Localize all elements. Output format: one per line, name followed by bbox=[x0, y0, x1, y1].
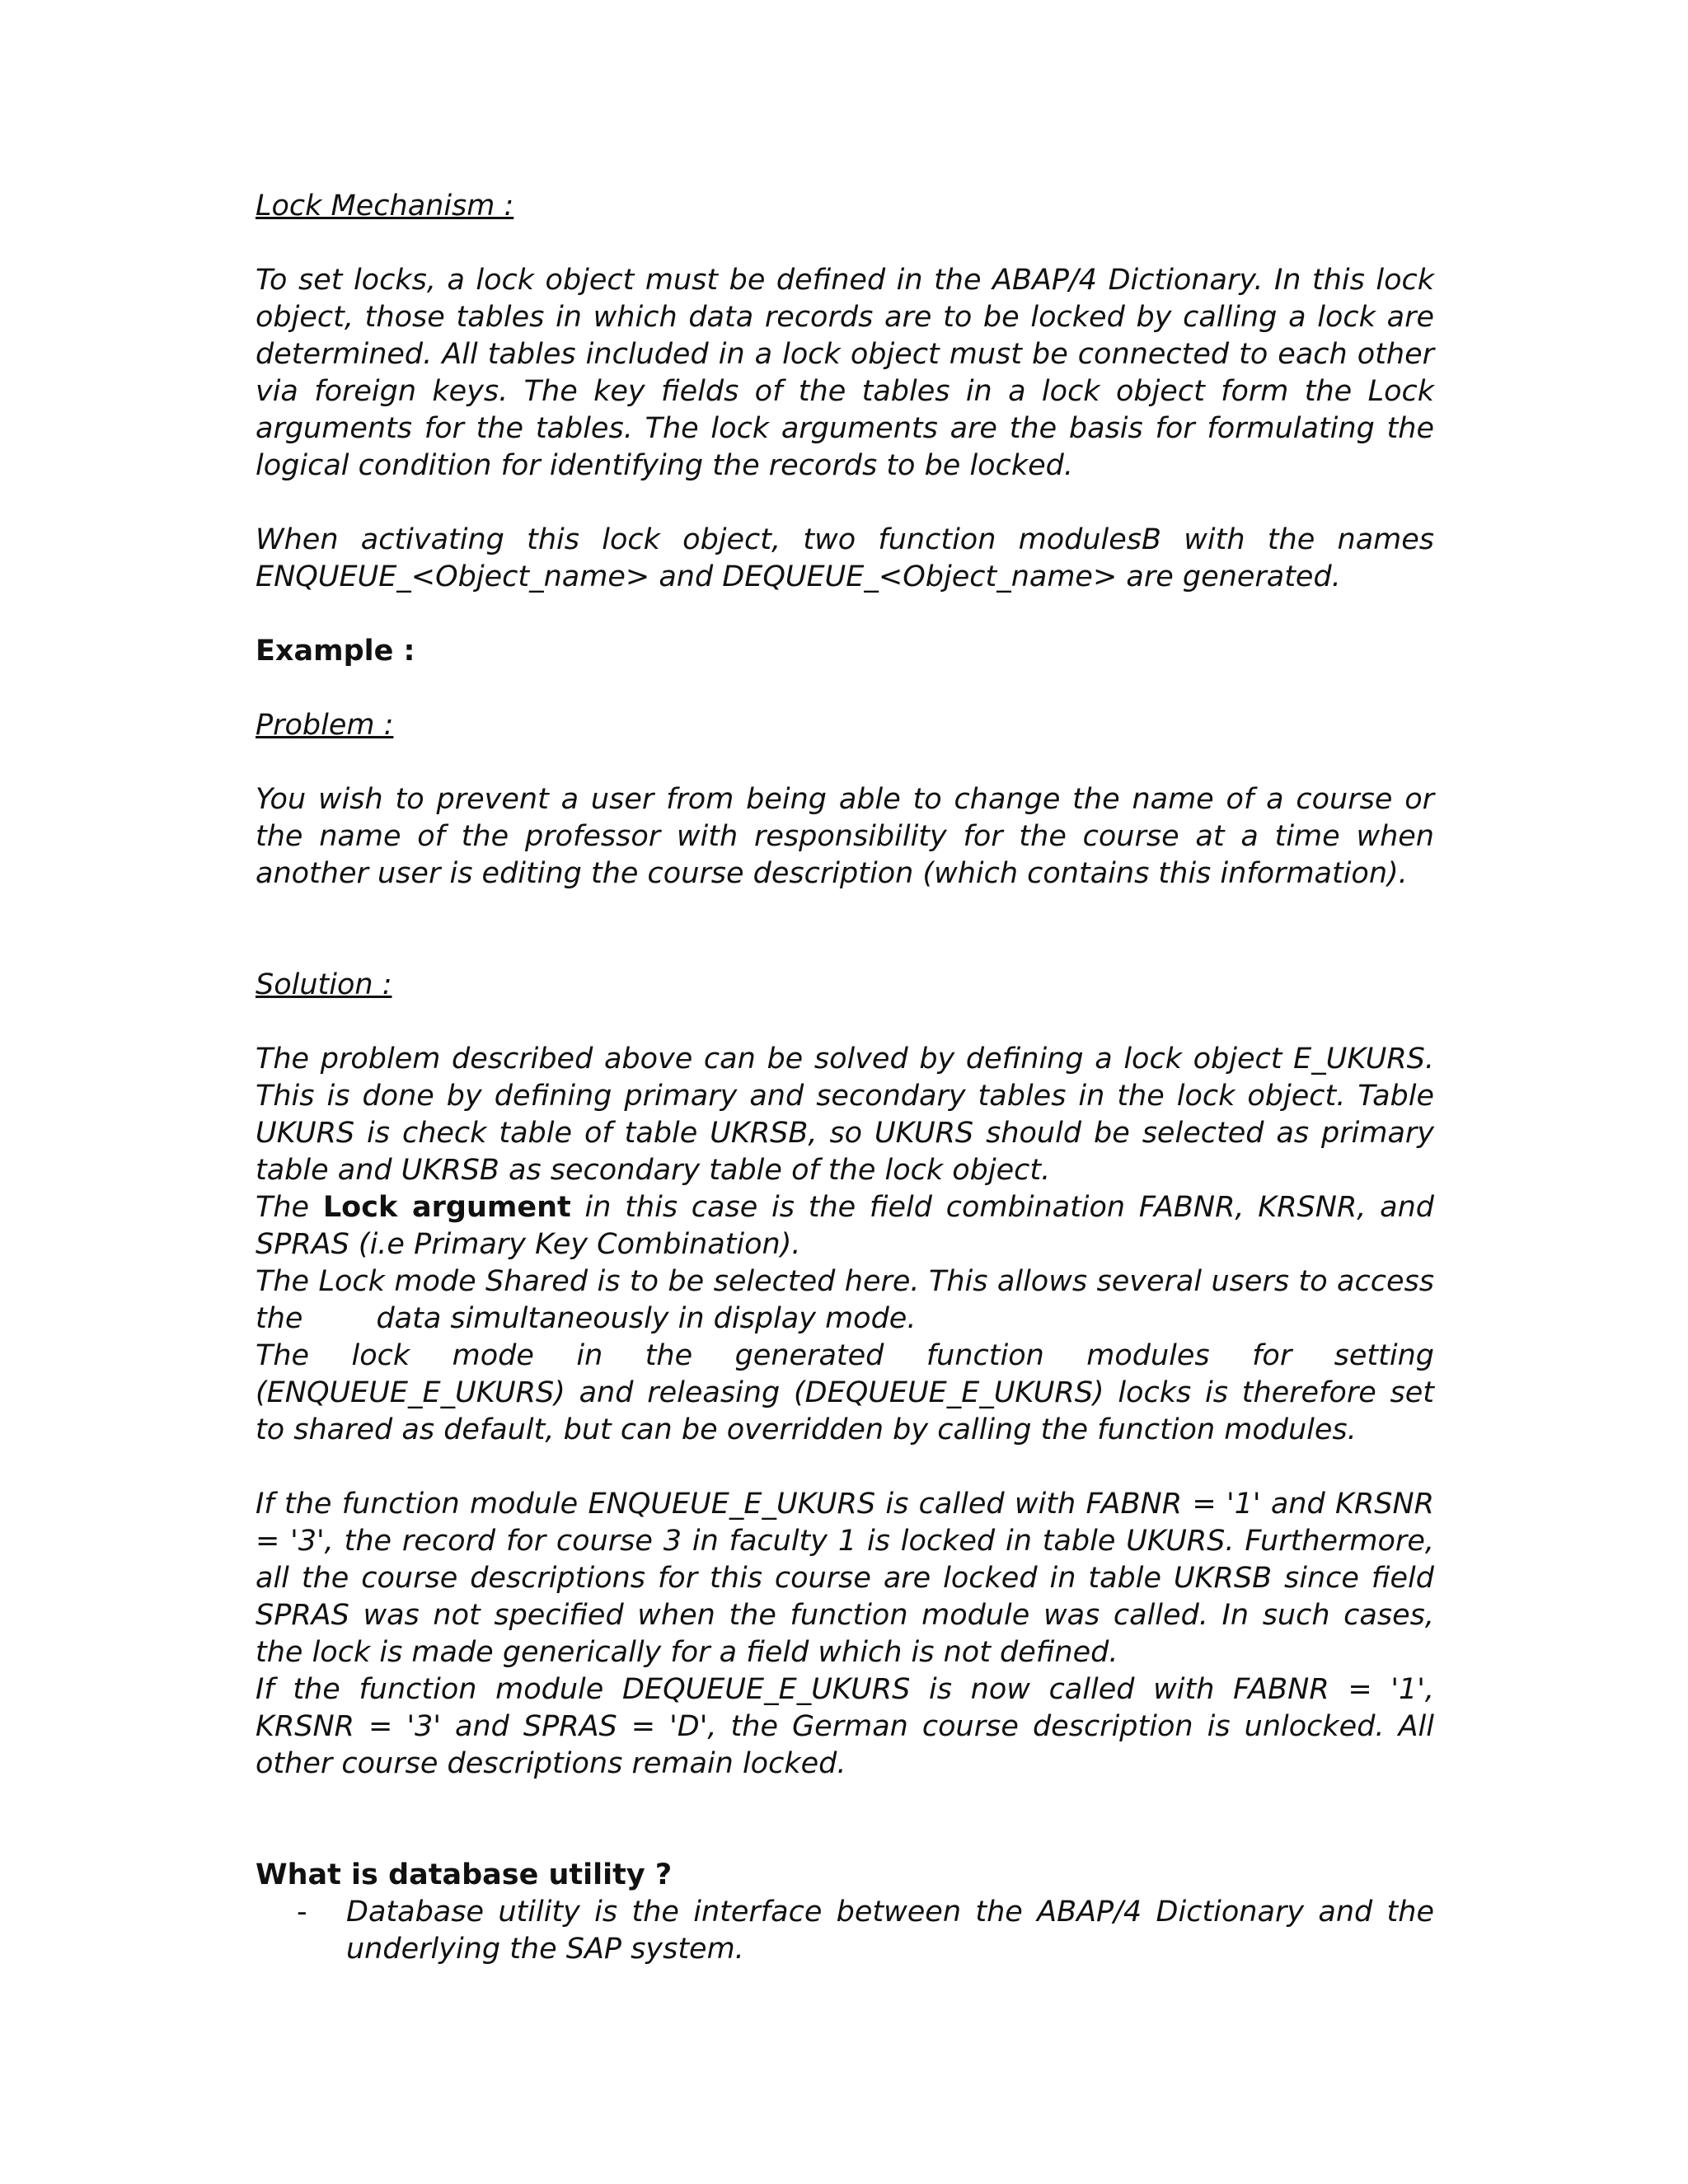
paragraph-solution-lock-argument bbox=[256, 1189, 1434, 1263]
spacer bbox=[256, 596, 1434, 633]
heading-example: Example : bbox=[256, 635, 415, 668]
paragraph-solution-generated-modules: The lock mode in the generated function modules for setting (ENQUEUE_E_UKURS) and releasing (DEQUEUE_E_UKURS) locks is therefore set to shared as default, but can be overridden by calling the function modules. bbox=[256, 1339, 1434, 1446]
spacer bbox=[256, 1783, 1434, 1857]
list-item-text: Database utility is the interface between the ABAP/4 Dictionary and the underlying the SAP system. bbox=[346, 1896, 1434, 1966]
paragraph-lock-object-definition: To set locks, a lock object must be defined in the ABAP/4 Dictionary. In this lock object, those tables in which data records are to be locked by calling a lock are determined. All tables included in a lock object must be connected to each other via foreign keys. The key fields of the tables in a lock object form the Lock arguments for the tables. The lock arguments are the basis for formulating the logical condition for identifying the records to be locked. bbox=[256, 264, 1434, 482]
heading-database-utility: What is database utility ? bbox=[256, 1858, 673, 1891]
list-item bbox=[256, 1894, 1434, 1968]
lock-argument-term: Lock argument bbox=[322, 1191, 571, 1224]
document-page bbox=[256, 188, 1444, 1968]
spacer bbox=[256, 1004, 1434, 1041]
paragraph-enqueue: If the function module ENQUEUE_E_UKURS is called with FABNR = '1' and KRSNR = '3', the record for course 3 in faculty 1 is locked in table UKURS. Furthermore, all the course descriptions for this course are locked in table UKRSB since field SPRAS was not specified when the function module was called. In such cases, the lock is made generically for a field which is not defined. bbox=[256, 1488, 1434, 1669]
paragraph-solution-lock-mode: The Lock mode Shared is to be selected here. This allows several users to access the data simultaneously in display mode. bbox=[256, 1265, 1444, 1335]
spacer bbox=[256, 225, 1434, 262]
heading-lock-mechanism: Lock Mechanism : bbox=[256, 190, 514, 223]
lock-argument-post: in this case is the field combination FABNR, KRSNR, and SPRAS (i.e Primary Key Combination). bbox=[256, 1191, 1434, 1261]
heading-problem: Problem : bbox=[256, 709, 394, 742]
spacer bbox=[256, 485, 1434, 522]
spacer bbox=[256, 670, 1434, 707]
spacer bbox=[256, 893, 1434, 967]
spacer bbox=[256, 744, 1434, 781]
list-marker: - bbox=[297, 1896, 307, 1929]
spacer bbox=[256, 1449, 1434, 1486]
paragraph-activation: When activating this lock object, two function modulesB with the names ENQUEUE_<Object_name> and DEQUEUE_<Object_name> are generated. bbox=[256, 523, 1434, 593]
heading-solution: Solution : bbox=[256, 968, 392, 1001]
paragraph-solution-lock-object: The problem described above can be solved by defining a lock object E_UKURS. This is done by defining primary and secondary tables in the lock object. Table UKURS is check table of table UKRSB, so UKURS should be selected as primary table and UKRSB as secondary table of the lock object. bbox=[256, 1043, 1434, 1187]
lock-argument-pre: The bbox=[256, 1191, 310, 1224]
paragraph-dequeue: If the function module DEQUEUE_E_UKURS is now called with FABNR = '1', KRSNR = '3' and SPRAS = 'D', the German course description is unlocked. All other course descriptions remain locked. bbox=[256, 1673, 1434, 1780]
paragraph-problem: You wish to prevent a user from being able to change the name of a course or the name of the professor with responsibility for the course at a time when another user is editing the course description (which contains this information). bbox=[256, 783, 1434, 890]
